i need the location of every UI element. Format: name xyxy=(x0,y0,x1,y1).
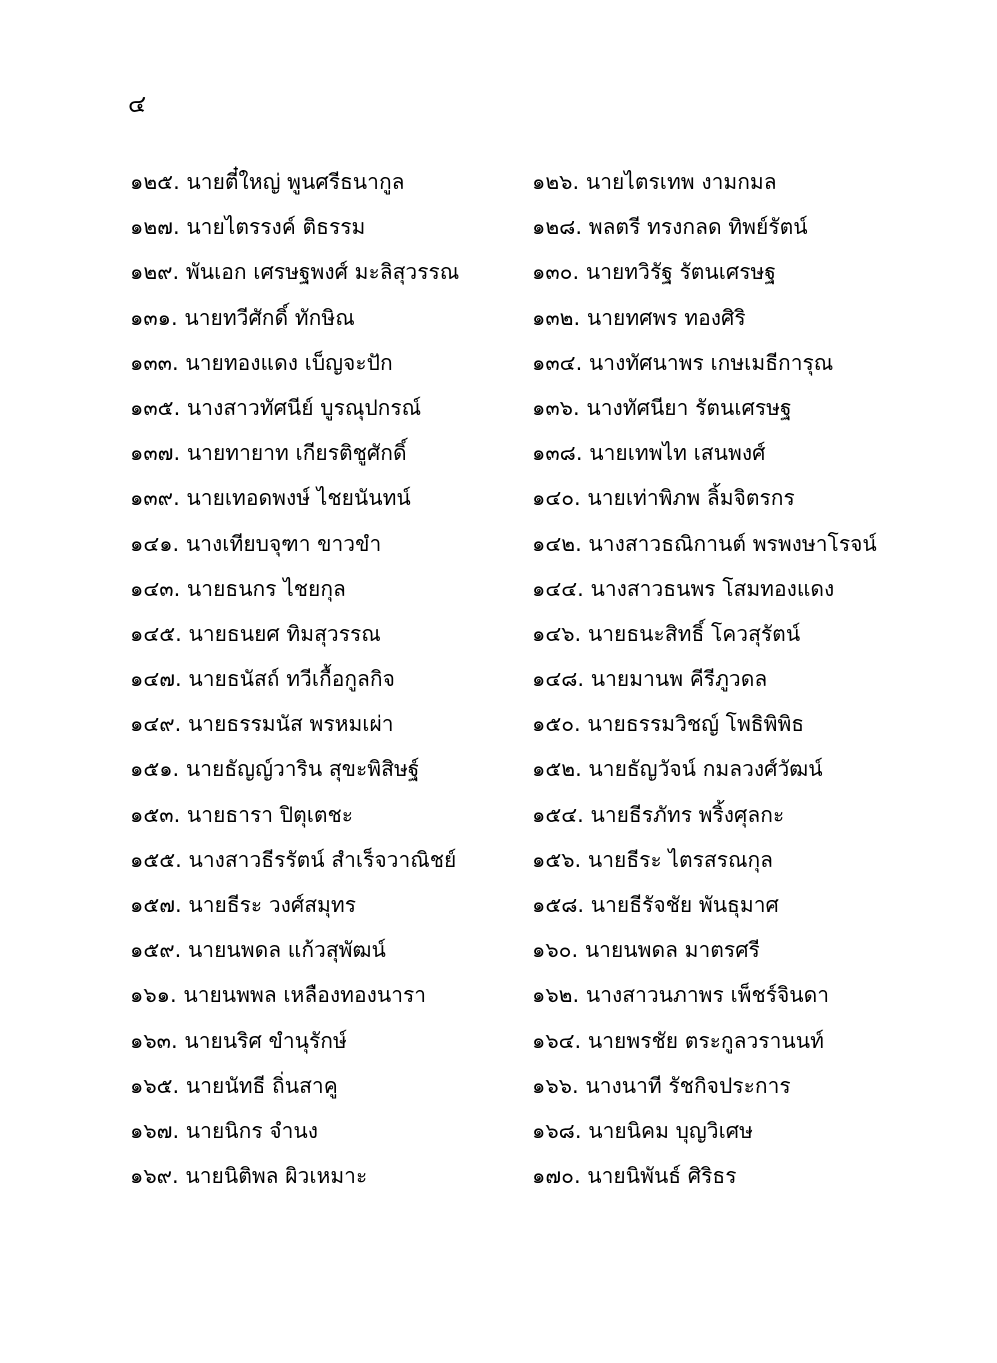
name-entry: ๑๔๔. นางสาวธนพร โสมทองแดง xyxy=(532,576,835,601)
name-entry: ๑๖๖. นางนาที รัชกิจประการ xyxy=(532,1073,791,1098)
name-entry: ๑๔๙. นายธรรมนัส พรหมเผ่า xyxy=(130,712,394,737)
name-entry: ๑๓๗. นายทายาท เกียรติชูศักดิ์ xyxy=(130,441,407,466)
name-entry: ๑๖๘. นายนิคม บุญวิเศษ xyxy=(532,1118,753,1143)
name-entry: ๑๖๙. นายนิติพล ผิวเหมาะ xyxy=(130,1164,368,1189)
name-entry: ๑๖๒. นางสาวนภาพร เพ็ชร์จินดา xyxy=(532,983,830,1008)
name-entry: ๑๕๙. นายนพดล แก้วสุพัฒน์ xyxy=(130,938,386,963)
name-entry: ๑๔๓. นายธนกร ไชยกุล xyxy=(130,576,346,601)
name-entry: ๑๓๙. นายเทอดพงษ์ ไชยนันทน์ xyxy=(130,486,411,511)
name-entry: ๑๖๓. นายนริศ ขำนุรักษ์ xyxy=(130,1028,347,1053)
name-entry: ๑๕๑. นายธัญญ์วาริน สุขะพิสิษฐ์ xyxy=(130,757,420,782)
page-number: ๔ xyxy=(128,90,147,118)
name-entry: ๑๓๒. นายทศพร ทองศิริ xyxy=(532,305,746,330)
name-entry: ๑๕๓. นายธารา ปิตุเตชะ xyxy=(130,802,354,827)
name-entry: ๑๓๐. นายทวิรัฐ รัตนเศรษฐ xyxy=(532,260,776,285)
name-entry: ๑๓๘. นายเทพไท เสนพงศ์ xyxy=(532,441,766,466)
name-entry: ๑๕๕. นางสาวธีรรัตน์ สำเร็จวาณิชย์ xyxy=(130,847,457,872)
name-entry: ๑๖๕. นายนัทธี ถิ่นสาคู xyxy=(130,1073,338,1098)
name-entry: ๑๖๔. นายพรชัย ตระกูลวรานนท์ xyxy=(532,1028,824,1053)
name-entry: ๑๔๑. นางเทียบจุฑา ขาวขำ xyxy=(130,531,382,556)
name-entry: ๑๕๖. นายธีระ ไตรสรณกุล xyxy=(532,847,774,872)
name-entry: ๑๕๘. นายธีรัจชัย พันธุมาศ xyxy=(532,893,779,917)
name-entry: ๑๔๖. นายธนะสิทธิ์ โควสุรัตน์ xyxy=(532,621,801,646)
name-entry: ๑๕๒. นายธัญวัจน์ กมลวงศ์วัฒน์ xyxy=(532,757,823,782)
name-entry: ๑๒๕. นายตี๋ใหญ่ พูนศรีธนากูล xyxy=(130,170,405,194)
name-entry: ๑๓๑. นายทวีศักดิ์ ทักษิณ xyxy=(130,305,355,330)
name-entry: ๑๕๗. นายธีระ วงศ์สมุทร xyxy=(130,893,357,917)
name-entry: ๑๒๗. นายไตรรงค์ ติธรรม xyxy=(130,215,366,240)
name-entry: ๑๓๓. นายทองแดง เบ็ญจะปัก xyxy=(130,350,393,375)
name-entry: ๑๓๕. นางสาวทัศนีย์ บูรณุปกรณ์ xyxy=(130,395,422,420)
member-name-list xyxy=(130,160,930,1199)
name-entry: ๑๔๒. นางสาวธณิกานต์ พรพงษาโรจน์ xyxy=(532,531,877,556)
name-entry: ๑๕๐. นายธรรมวิชญ์ โพธิพิพิธ xyxy=(532,712,805,737)
name-entry: ๑๓๔. นางทัศนาพร เกษเมธีการุณ xyxy=(532,350,834,375)
name-entry: ๑๔๐. นายเท่าพิภพ ลิ้มจิตรกร xyxy=(532,486,795,511)
name-entry: ๑๖๐. นายนพดล มาตรศรี xyxy=(532,938,760,963)
name-entry: ๑๒๙. พันเอก เศรษฐพงศ์ มะลิสุวรรณ xyxy=(130,260,460,285)
name-entry: ๑๓๖. นางทัศนียา รัตนเศรษฐ xyxy=(532,395,792,420)
name-entry: ๑๖๑. นายนพพล เหลืองทองนารา xyxy=(130,983,427,1008)
name-entry: ๑๖๗. นายนิกร จำนง xyxy=(130,1118,318,1143)
name-entry: ๑๒๖. นายไตรเทพ งามกมล xyxy=(532,170,777,194)
name-entry: ๑๕๔. นายธีรภัทร พริ้งศุลกะ xyxy=(532,802,785,827)
name-entry: ๑๗๐. นายนิพันธ์ ศิริธร xyxy=(532,1164,737,1189)
name-entry: ๑๔๕. นายธนยศ ทิมสุวรรณ xyxy=(130,621,381,646)
name-entry: ๑๒๘. พลตรี ทรงกลด ทิพย์รัตน์ xyxy=(532,215,808,240)
name-entry: ๑๔๗. นายธนัสถ์ ทวีเกื้อกูลกิจ xyxy=(130,667,395,692)
name-entry: ๑๔๘. นายมานพ คีรีภูวดล xyxy=(532,667,768,692)
